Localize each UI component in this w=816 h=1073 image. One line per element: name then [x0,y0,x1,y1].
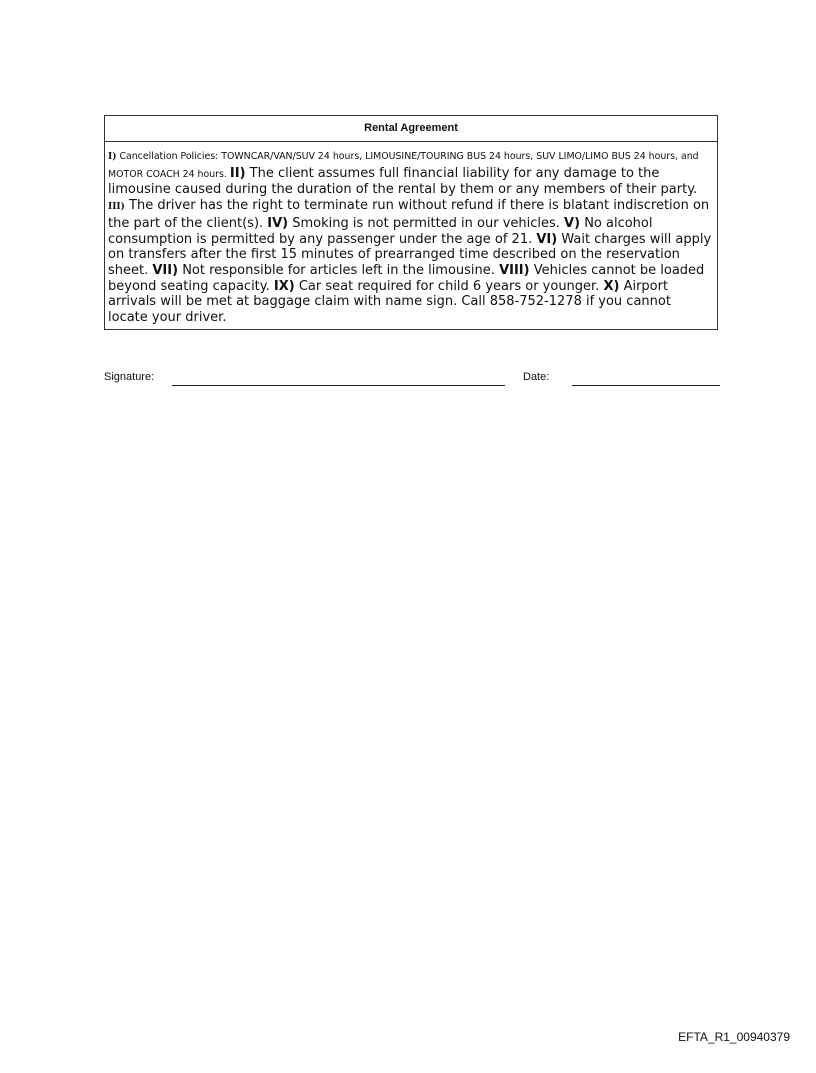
clause-6-text: Wait charges will apply on transfers after the first 15 minutes of prearranged time described on the reservation sheet. [108,231,712,278]
signature-line[interactable] [172,385,505,386]
clause-4-number: IV) [267,215,289,231]
clause-1-number: I) [108,152,117,162]
clause-8-text: Vehicles cannot be loaded beyond seating capacity. [108,262,705,294]
clause-4-text: Smoking is not permitted in our vehicles. [288,215,565,231]
clause-1-text: Cancellation Policies: TOWNCAR/VAN/SUV 24 hours, LIMOUSINE/TOURING BUS 24 hours, SUV LIMO/LIMO BUS 24 hours, and MOTOR COACH 24 hours. [108,151,699,180]
agreement-title: Rental Agreement [105,116,717,142]
clause-2-number: II) [229,165,246,181]
clause-5-number: V) [564,215,581,231]
clause-9-number: IX) [273,278,295,294]
clause-7-number: VII) [152,262,179,278]
signature-label: Signature: [104,371,155,383]
clause-3-number: III) [108,202,125,213]
clause-5-text: No alcohol consumption is permitted by any passenger under the age of 21. [108,215,653,247]
date-line[interactable] [572,385,720,386]
clause-2-text: The client assumes full financial liability for any damage to the limousine caused during the duration of the rental by them or any members of their party. [108,165,698,198]
agreement-body [105,142,717,329]
clause-6-number: VI) [536,231,558,247]
signature-row [104,371,720,387]
clause-7-text: Not responsible for articles left in the limousine. [178,262,500,278]
clause-8-number: VIII) [499,262,530,278]
rental-agreement-box [104,115,718,330]
date-label: Date: [523,371,550,383]
clause-10-text: Airport arrivals will be met at baggage claim with name sign. Call 858-752-1278 if you cannot locate your driver. [108,278,671,326]
clause-10-number: X) [603,278,620,294]
clause-9-text: Car seat required for child 6 years or younger. [294,278,604,294]
document-id: EFTA_R1_00940379 [678,1030,790,1044]
clause-3-text: The driver has the right to terminate run without refund if there is blatant indiscretion on the part of the client(s). [108,198,710,231]
